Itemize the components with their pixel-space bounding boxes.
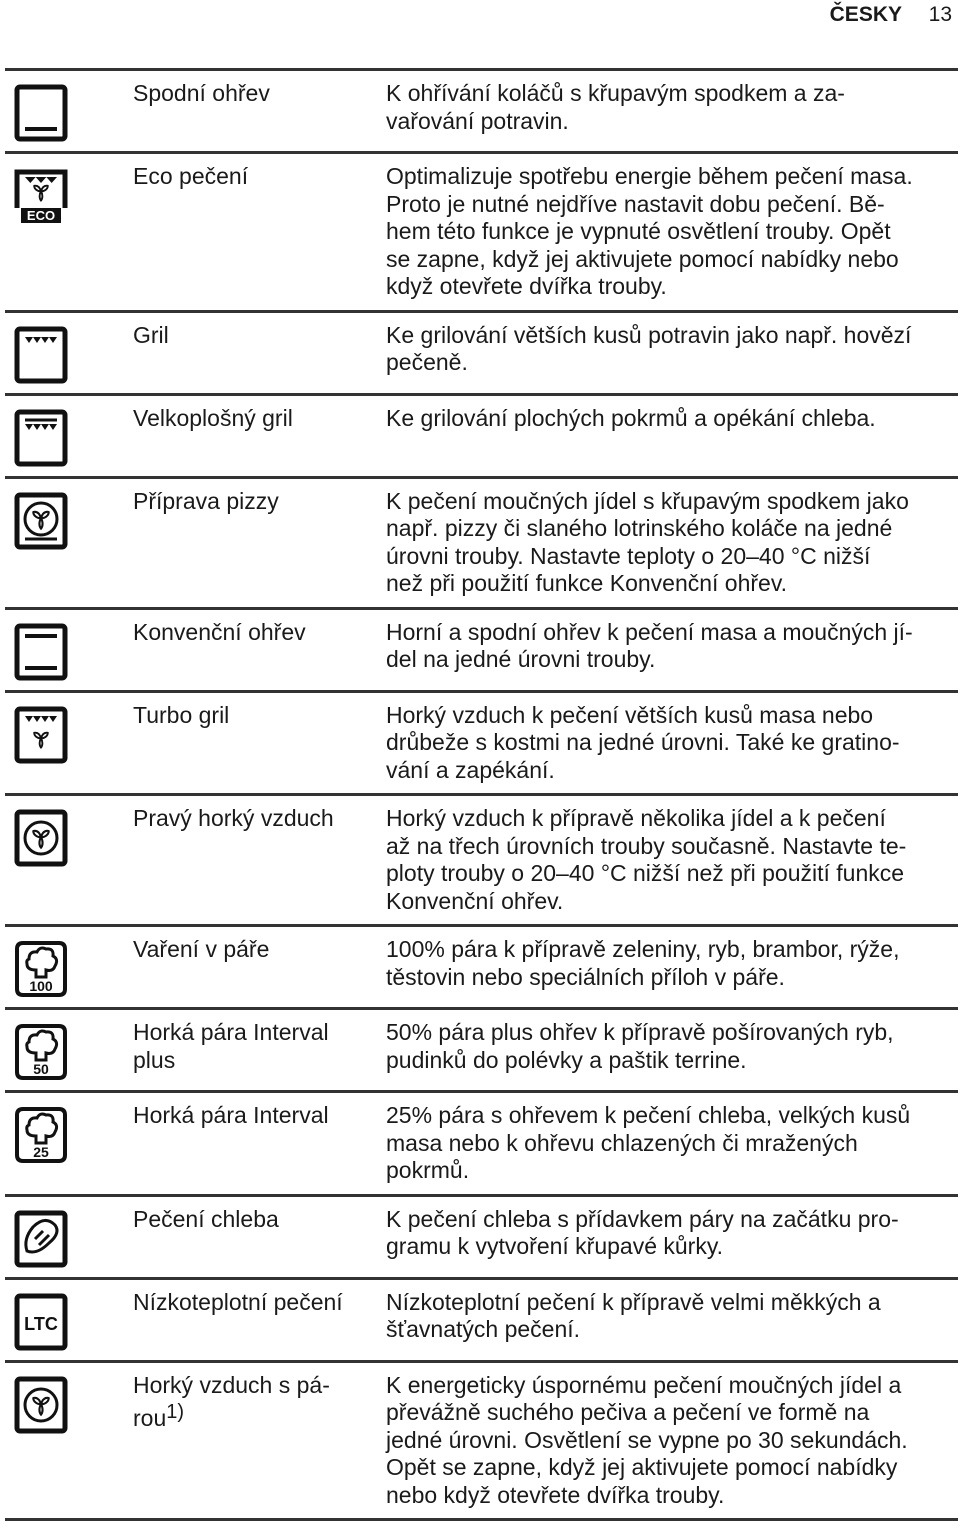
function-description: 25% pára s ohřevem k pečení chleba, velkých kusů masa nebo k ohřevu chlazených či mražených pokrmů.	[386, 1092, 958, 1196]
function-description: 50% pára plus ohřev k přípravě pošírovaných ryb, pudinků do polévky a paštik terrine.	[386, 1009, 958, 1092]
true-fan-icon	[13, 808, 133, 868]
function-description: 100% pára k přípravě zeleniny, ryb, brambor, rýže, těstovin nebo speciálních příloh v páře.	[386, 926, 958, 1009]
function-name: Horká pára Interval plus	[133, 1009, 386, 1092]
function-name: Eco pečení	[133, 153, 386, 312]
function-row	[5, 1195, 958, 1278]
oven-functions-table	[5, 68, 958, 1521]
steam-50-icon	[13, 1022, 133, 1082]
svg-text:LTC: LTC	[24, 1313, 58, 1334]
page-header	[0, 0, 960, 30]
function-row	[5, 1092, 958, 1196]
function-description: Horní a spodní ohřev k pečení masa a moučných jí- del na jedné úrovni trouby.	[386, 608, 958, 691]
svg-text:ECO: ECO	[26, 208, 56, 223]
pizza-function-icon	[13, 491, 133, 551]
footnote-marker: 1)	[166, 1401, 185, 1423]
moist-fan-baking-icon	[13, 1375, 133, 1435]
function-description: Horký vzduch k pečení větších kusů masa nebo drůbeže s kostmi na jedné úrovni. Také ke gratino- vání a zapékání.	[386, 691, 958, 795]
bread-baking-icon	[13, 1209, 133, 1269]
function-name: Vaření v páře	[133, 926, 386, 1009]
function-name: Velkoplošný gril	[133, 394, 386, 477]
function-description: Horký vzduch k přípravě několika jídel a k pečení až na třech úrovních trouby současně. Nastavte te- ploty trouby o 20–40 °C nižší než při použití funkce Konvenční ohřev.	[386, 795, 958, 926]
function-icon-cell	[5, 1009, 133, 1092]
function-row	[5, 795, 958, 926]
function-row	[5, 70, 958, 153]
svg-text:100: 100	[29, 978, 53, 994]
function-row	[5, 153, 958, 312]
function-name: Konvenční ohřev	[133, 608, 386, 691]
function-description: K ohřívání koláčů s křupavým spodkem a za- vařování potravin.	[386, 70, 958, 153]
eco-roasting-icon	[13, 166, 133, 226]
steam-100-icon	[13, 939, 133, 999]
function-icon-cell	[5, 691, 133, 795]
turbo-grill-icon	[13, 705, 133, 765]
low-temperature-cooking-icon	[13, 1292, 133, 1352]
function-icon-cell	[5, 153, 133, 312]
function-icon-cell	[5, 311, 133, 394]
function-name: Příprava pizzy	[133, 477, 386, 608]
function-name: Nízkoteplotní pečení	[133, 1278, 386, 1361]
function-name: Pečení chleba	[133, 1195, 386, 1278]
function-row	[5, 477, 958, 608]
function-description: Nízkoteplotní pečení k přípravě velmi měkkých a šťavnatých pečení.	[386, 1278, 958, 1361]
svg-text:50: 50	[33, 1061, 49, 1077]
function-icon-cell	[5, 1195, 133, 1278]
steam-25-icon	[13, 1105, 133, 1165]
function-description: Ke grilování plochých pokrmů a opékání chleba.	[386, 394, 958, 477]
conventional-heat-icon	[13, 622, 133, 682]
page-number: 13	[928, 3, 952, 26]
function-row	[5, 691, 958, 795]
language-label: ČESKY	[829, 3, 902, 26]
function-icon-cell	[5, 1092, 133, 1196]
function-row	[5, 1278, 958, 1361]
function-name: Pravý horký vzduch	[133, 795, 386, 926]
function-description: Optimalizuje spotřebu energie během pečení masa. Proto je nutné nejdříve nastavit dobu pečení. Bě- hem této funkce je vypnuté osvětlení trouby. Opět se zapne, když jej aktivujete pomocí nabídky nebo když otevřete dvířka trouby.	[386, 153, 958, 312]
function-icon-cell	[5, 608, 133, 691]
function-icon-cell	[5, 1361, 133, 1520]
grill-icon	[13, 325, 133, 385]
function-name: Turbo gril	[133, 691, 386, 795]
function-name: Horká pára Interval	[133, 1092, 386, 1196]
function-row	[5, 311, 958, 394]
function-description: K energeticky úspornému pečení moučných jídel a převážně suchého pečiva a pečení ve formě na jedné úrovni. Osvětlení se vypne po 30 sekundách. Opět se zapne, když jej aktivujete pomocí nabídky nebo když otevřete dvířka trouby.	[386, 1361, 958, 1520]
function-row	[5, 1361, 958, 1520]
function-icon-cell	[5, 394, 133, 477]
function-icon-cell	[5, 1278, 133, 1361]
function-row	[5, 394, 958, 477]
function-description: Ke grilování větších kusů potravin jako např. hovězí pečeně.	[386, 311, 958, 394]
function-icon-cell	[5, 795, 133, 926]
function-name: Horký vzduch s pá- rou$^{1)}$	[133, 1361, 386, 1520]
function-description: K pečení chleba s přídavkem páry na začátku pro- gramu k vytvoření křupavé kůrky.	[386, 1195, 958, 1278]
function-name: Gril	[133, 311, 386, 394]
function-icon-cell	[5, 477, 133, 608]
function-row	[5, 1009, 958, 1092]
function-icon-cell	[5, 926, 133, 1009]
fast-grill-icon	[13, 408, 133, 468]
function-row	[5, 608, 958, 691]
svg-text:25: 25	[33, 1144, 49, 1160]
function-name: Spodní ohřev	[133, 70, 386, 153]
function-row	[5, 926, 958, 1009]
function-description: K pečení moučných jídel s křupavým spodkem jako např. pizzy či slaného lotrinského koláče na jedné úrovni trouby. Nastavte teploty o 20–40 °C nižší než při použití funkce Konvenční ohřev.	[386, 477, 958, 608]
bottom-heat-icon	[13, 83, 133, 143]
function-icon-cell	[5, 70, 133, 153]
